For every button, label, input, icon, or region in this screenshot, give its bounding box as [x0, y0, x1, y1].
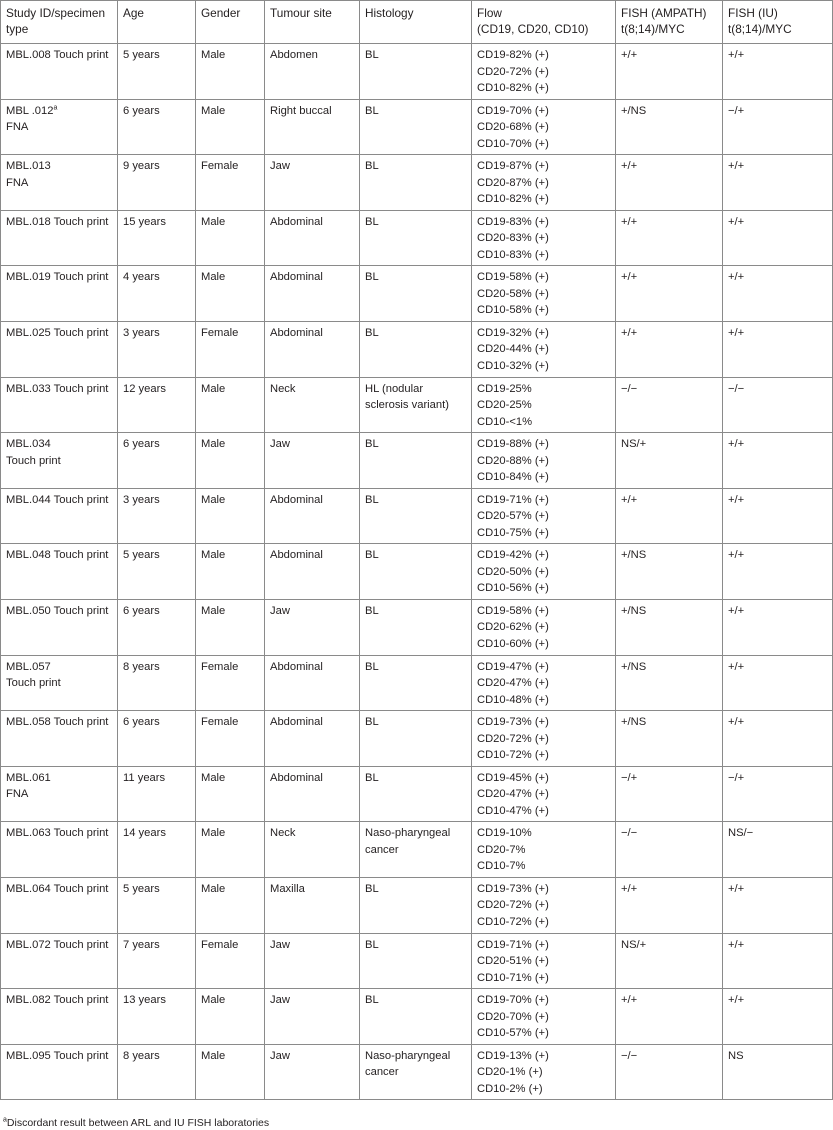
study-id: MBL.064 Touch print — [6, 882, 109, 895]
study-id: MBL.013 — [6, 160, 51, 173]
cell-gender: Female — [196, 155, 265, 211]
cell-age: 9 years — [118, 155, 196, 211]
table-row — [1, 210, 833, 266]
cell-age: 6 years — [118, 433, 196, 489]
cell-fish-iu: +/+ — [723, 488, 833, 544]
cell-site: Abdominal — [265, 766, 360, 822]
cell-flow — [472, 99, 616, 155]
study-id: MBL.061 — [6, 771, 51, 784]
flow-marker-value: CD10-7% — [477, 860, 526, 873]
specimen-type: Touch print — [6, 454, 61, 467]
histology-text: BL — [365, 438, 379, 451]
cell-histology — [360, 655, 472, 711]
cell-histology — [360, 933, 472, 989]
flow-marker-value: CD19-71% (+) — [477, 938, 549, 951]
cell-flow — [472, 488, 616, 544]
header-fish-iu — [723, 1, 833, 44]
cell-site: Jaw — [265, 989, 360, 1045]
cell-flow — [472, 155, 616, 211]
cell-histology — [360, 877, 472, 933]
cell-gender: Male — [196, 488, 265, 544]
cell-site: Jaw — [265, 433, 360, 489]
cell-flow — [472, 655, 616, 711]
study-id: MBL.025 Touch print — [6, 326, 109, 339]
cell-study — [1, 210, 118, 266]
flow-marker-value: CD20-83% (+) — [477, 232, 549, 245]
header-age: Age — [118, 1, 196, 44]
specimen-type: FNA — [6, 788, 29, 801]
flow-marker-value: CD20-68% (+) — [477, 121, 549, 134]
table-row — [1, 711, 833, 767]
flow-marker-value: CD20-72% (+) — [477, 732, 549, 745]
cell-gender: Male — [196, 599, 265, 655]
cell-study — [1, 655, 118, 711]
cell-study — [1, 544, 118, 600]
flow-marker-value: CD10-2% (+) — [477, 1082, 543, 1095]
histology-text: BL — [365, 882, 379, 895]
flow-marker-value: CD10-32% (+) — [477, 359, 549, 372]
cell-histology — [360, 377, 472, 433]
cell-study — [1, 155, 118, 211]
study-id: MBL.058 Touch print — [6, 716, 109, 729]
histology-text: BL — [365, 104, 379, 117]
cell-flow — [472, 989, 616, 1045]
table-row — [1, 933, 833, 989]
cell-age: 5 years — [118, 877, 196, 933]
histology-text: BL — [365, 938, 379, 951]
flow-marker-value: CD20-7% — [477, 843, 526, 856]
cell-histology — [360, 210, 472, 266]
cell-age: 7 years — [118, 933, 196, 989]
cell-fish-iu: +/+ — [723, 155, 833, 211]
flow-marker-value: CD10-82% (+) — [477, 82, 549, 94]
flow-marker-value: CD20-47% (+) — [477, 788, 549, 801]
table-row — [1, 989, 833, 1045]
study-id: MBL.044 Touch print — [6, 493, 109, 506]
histology-text: BL — [365, 994, 379, 1007]
study-id: MBL.063 Touch print — [6, 827, 109, 840]
flow-marker-value: CD19-47% (+) — [477, 660, 549, 673]
cell-site: Abdominal — [265, 544, 360, 600]
flow-marker-value: CD10-72% (+) — [477, 749, 549, 762]
cell-fish-iu: NS/− — [723, 822, 833, 878]
header-gender: Gender — [196, 1, 265, 44]
table-row — [1, 377, 833, 433]
cell-age: 6 years — [118, 599, 196, 655]
flow-marker-value: CD20-62% (+) — [477, 621, 549, 634]
cell-age: 6 years — [118, 99, 196, 155]
cell-fish-ampath: +/NS — [616, 599, 723, 655]
cell-fish-ampath: +/+ — [616, 44, 723, 100]
cell-gender: Male — [196, 266, 265, 322]
flow-marker-value: CD10-60% (+) — [477, 637, 549, 650]
flow-marker-value: CD10-56% (+) — [477, 582, 549, 595]
study-id: MBL.057 — [6, 660, 51, 673]
study-id: MBL.050 Touch print — [6, 604, 109, 617]
header-fish-ampath-title: FISH (AMPATH) — [621, 6, 707, 20]
cell-fish-ampath: +/+ — [616, 877, 723, 933]
study-id: MBL.095 Touch print — [6, 1049, 109, 1062]
histology-text: Naso-pharyngeal cancer — [365, 1049, 451, 1079]
footnote-text: Discordant result between ARL and IU FISH laboratories — [6, 1117, 270, 1129]
study-footnote-marker: a — [53, 103, 58, 111]
table-row — [1, 599, 833, 655]
cell-study — [1, 989, 118, 1045]
histology-text: BL — [365, 660, 379, 673]
cell-site: Jaw — [265, 155, 360, 211]
cell-fish-iu: +/+ — [723, 655, 833, 711]
table-header-row — [1, 1, 833, 44]
histology-text: BL — [365, 271, 379, 284]
flow-marker-value: CD20-47% (+) — [477, 677, 549, 690]
cell-study — [1, 321, 118, 377]
cell-gender: Male — [196, 99, 265, 155]
study-id: MBL.048 Touch print — [6, 549, 109, 562]
flow-marker-value: CD20-25% — [477, 399, 532, 412]
flow-marker-value: CD10-72% (+) — [477, 915, 549, 928]
table-row — [1, 99, 833, 155]
cell-histology — [360, 766, 472, 822]
cell-fish-ampath: NS/+ — [616, 933, 723, 989]
flow-marker-value: CD10-70% (+) — [477, 137, 549, 150]
cell-histology — [360, 266, 472, 322]
cell-fish-iu: +/+ — [723, 321, 833, 377]
cell-fish-ampath: −/− — [616, 822, 723, 878]
cell-fish-ampath: +/+ — [616, 321, 723, 377]
cell-fish-iu: +/+ — [723, 711, 833, 767]
cell-flow — [472, 544, 616, 600]
cell-study — [1, 99, 118, 155]
header-fish-ampath-sub: t(8;14)/MYC — [621, 22, 685, 36]
cell-fish-iu: +/+ — [723, 433, 833, 489]
flow-marker-value: CD10-83% (+) — [477, 248, 549, 261]
cell-age: 3 years — [118, 488, 196, 544]
histology-text: Naso-pharyngeal cancer — [365, 827, 451, 856]
flow-marker-value: CD19-88% (+) — [477, 438, 549, 451]
cell-site: Neck — [265, 822, 360, 878]
cell-age: 6 years — [118, 711, 196, 767]
cell-gender: Male — [196, 766, 265, 822]
table-row — [1, 877, 833, 933]
study-id: MBL.034 — [6, 438, 51, 451]
specimen-type: FNA — [6, 176, 29, 189]
cell-histology — [360, 711, 472, 767]
cell-fish-iu: +/+ — [723, 989, 833, 1045]
cell-age: 11 years — [118, 766, 196, 822]
flow-marker-value: CD19-70% (+) — [477, 104, 549, 117]
header-histology: Histology — [360, 1, 472, 44]
flow-marker-value: CD10-<1% — [477, 415, 533, 428]
cell-age: 8 years — [118, 655, 196, 711]
cell-gender: Male — [196, 989, 265, 1045]
cell-fish-ampath: −/− — [616, 1044, 723, 1100]
flow-marker-value: CD10-82% (+) — [477, 193, 549, 206]
cell-gender: Male — [196, 877, 265, 933]
flow-marker-value: CD19-71% (+) — [477, 493, 549, 506]
cell-fish-ampath: −/− — [616, 377, 723, 433]
cell-fish-ampath: +/+ — [616, 488, 723, 544]
cell-gender: Male — [196, 822, 265, 878]
cell-fish-ampath: +/+ — [616, 155, 723, 211]
cell-study — [1, 1044, 118, 1100]
study-id: MBL.019 Touch print — [6, 271, 109, 284]
cell-age: 4 years — [118, 266, 196, 322]
table-row — [1, 1044, 833, 1100]
flow-marker-value: CD19-73% (+) — [477, 882, 549, 895]
cell-gender: Male — [196, 44, 265, 100]
histology-text: BL — [365, 716, 379, 729]
cell-site: Abdomen — [265, 44, 360, 100]
cell-study — [1, 599, 118, 655]
cell-fish-iu: +/+ — [723, 544, 833, 600]
flow-marker-value: CD19-82% (+) — [477, 49, 549, 61]
cell-fish-iu: NS — [723, 1044, 833, 1100]
cell-fish-iu: +/+ — [723, 44, 833, 100]
study-id: MBL.072 Touch print — [6, 938, 109, 951]
histology-text: BL — [365, 771, 379, 784]
cell-study — [1, 433, 118, 489]
flow-marker-value: CD19-45% (+) — [477, 771, 549, 784]
cell-study — [1, 266, 118, 322]
flow-marker-value: CD19-32% (+) — [477, 326, 549, 339]
cell-fish-ampath: −/+ — [616, 766, 723, 822]
flow-marker-value: CD20-72% (+) — [477, 65, 549, 78]
cell-histology — [360, 433, 472, 489]
flow-marker-value: CD20-1% (+) — [477, 1066, 543, 1079]
specimen-type: FNA — [6, 121, 29, 134]
cell-study — [1, 488, 118, 544]
cell-fish-ampath: +/NS — [616, 655, 723, 711]
cell-fish-ampath: +/+ — [616, 210, 723, 266]
cell-fish-iu: −/− — [723, 377, 833, 433]
flow-marker-value: CD20-57% (+) — [477, 510, 549, 523]
cell-gender: Male — [196, 433, 265, 489]
flow-marker-value: CD19-10% — [477, 827, 532, 840]
flow-marker-value: CD19-87% (+) — [477, 160, 549, 173]
cell-fish-ampath: +/+ — [616, 266, 723, 322]
cell-site: Neck — [265, 377, 360, 433]
study-id: MBL.033 Touch print — [6, 382, 109, 395]
cell-gender: Male — [196, 210, 265, 266]
flow-marker-value: CD19-70% (+) — [477, 994, 549, 1007]
flow-marker-value: CD20-87% (+) — [477, 176, 549, 189]
cell-study — [1, 44, 118, 100]
flow-marker-value: CD19-83% (+) — [477, 215, 549, 228]
histology-text: HL (nodular sclerosis variant) — [365, 382, 449, 412]
flow-marker-value: CD19-73% (+) — [477, 716, 549, 729]
cell-fish-iu: +/+ — [723, 877, 833, 933]
cell-flow — [472, 433, 616, 489]
study-id: MBL.018 Touch print — [6, 215, 109, 228]
flow-marker-value: CD20-88% (+) — [477, 454, 549, 467]
cell-fish-ampath: +/NS — [616, 99, 723, 155]
cell-histology — [360, 488, 472, 544]
table-row — [1, 655, 833, 711]
cell-age: 3 years — [118, 321, 196, 377]
histology-text: BL — [365, 160, 379, 173]
flow-marker-value: CD10-47% (+) — [477, 804, 549, 817]
cell-study — [1, 933, 118, 989]
cell-flow — [472, 766, 616, 822]
flow-marker-value: CD20-72% (+) — [477, 899, 549, 912]
flow-marker-value: CD10-84% (+) — [477, 471, 549, 484]
cell-study — [1, 877, 118, 933]
table-row — [1, 266, 833, 322]
cell-site: Abdominal — [265, 321, 360, 377]
specimen-type: Touch print — [6, 677, 61, 690]
cell-histology — [360, 44, 472, 100]
flow-marker-value: CD19-58% (+) — [477, 271, 549, 284]
cell-age: 13 years — [118, 989, 196, 1045]
cell-histology — [360, 99, 472, 155]
cell-study — [1, 711, 118, 767]
cell-fish-ampath: NS/+ — [616, 433, 723, 489]
cell-fish-ampath: +/NS — [616, 711, 723, 767]
study-id: MBL.082 Touch print — [6, 994, 109, 1007]
cell-histology — [360, 321, 472, 377]
histology-text: BL — [365, 326, 379, 339]
cell-histology — [360, 989, 472, 1045]
cell-age: 15 years — [118, 210, 196, 266]
flow-marker-value: CD19-58% (+) — [477, 604, 549, 617]
table-row — [1, 766, 833, 822]
table-body — [1, 44, 833, 1100]
cell-flow — [472, 1044, 616, 1100]
cell-flow — [472, 877, 616, 933]
cell-gender: Male — [196, 1044, 265, 1100]
histology-text: BL — [365, 604, 379, 617]
table-row — [1, 822, 833, 878]
cell-flow — [472, 933, 616, 989]
flow-marker-value: CD19-42% (+) — [477, 549, 549, 562]
table-row — [1, 488, 833, 544]
cell-site: Jaw — [265, 933, 360, 989]
histology-text: BL — [365, 215, 379, 228]
cell-flow — [472, 44, 616, 100]
cell-histology — [360, 1044, 472, 1100]
cell-gender: Female — [196, 655, 265, 711]
table-row — [1, 44, 833, 100]
cell-age: 14 years — [118, 822, 196, 878]
cell-flow — [472, 711, 616, 767]
cell-age: 5 years — [118, 544, 196, 600]
cell-fish-iu: +/+ — [723, 210, 833, 266]
cell-flow — [472, 822, 616, 878]
flow-marker-value: CD20-70% (+) — [477, 1010, 549, 1023]
cell-study — [1, 377, 118, 433]
cell-fish-iu: +/+ — [723, 266, 833, 322]
header-flow — [472, 1, 616, 44]
cell-site: Jaw — [265, 599, 360, 655]
flow-marker-value: CD10-57% (+) — [477, 1027, 549, 1040]
header-fish-iu-title: FISH (IU) — [728, 6, 778, 20]
cell-fish-iu: +/+ — [723, 599, 833, 655]
header-flow-title: Flow — [477, 6, 502, 20]
flow-marker-value: CD19-25% — [477, 382, 532, 395]
cell-flow — [472, 321, 616, 377]
cell-flow — [472, 210, 616, 266]
cell-gender: Male — [196, 544, 265, 600]
cell-histology — [360, 822, 472, 878]
histology-text: BL — [365, 49, 379, 61]
cell-flow — [472, 377, 616, 433]
flow-marker-value: CD10-71% (+) — [477, 971, 549, 984]
footnote-marker: a — [3, 1116, 7, 1124]
histology-text: BL — [365, 493, 379, 506]
cell-histology — [360, 599, 472, 655]
cell-flow — [472, 599, 616, 655]
cell-study — [1, 766, 118, 822]
header-site: Tumour site — [265, 1, 360, 44]
flow-marker-value: CD20-58% (+) — [477, 287, 549, 300]
flow-marker-value: CD20-44% (+) — [477, 343, 549, 356]
cell-age: 5 years — [118, 44, 196, 100]
cell-site: Maxilla — [265, 877, 360, 933]
flow-marker-value: CD10-48% (+) — [477, 693, 549, 706]
cell-site: Right buccal — [265, 99, 360, 155]
cell-flow — [472, 266, 616, 322]
table-row — [1, 155, 833, 211]
flow-marker-value: CD20-50% (+) — [477, 565, 549, 578]
cell-fish-iu: −/+ — [723, 766, 833, 822]
study-id: MBL .012 — [6, 104, 54, 117]
table-row — [1, 433, 833, 489]
histology-text: BL — [365, 549, 379, 562]
flow-marker-value: CD19-13% (+) — [477, 1049, 549, 1062]
cell-site: Abdominal — [265, 488, 360, 544]
cell-fish-iu: −/+ — [723, 99, 833, 155]
cell-study — [1, 822, 118, 878]
cell-gender: Female — [196, 711, 265, 767]
header-fish-iu-sub: t(8;14)/MYC — [728, 22, 792, 36]
cell-age: 12 years — [118, 377, 196, 433]
cell-gender: Female — [196, 321, 265, 377]
header-flow-sub: (CD19, CD20, CD10) — [477, 22, 589, 36]
cell-site: Jaw — [265, 1044, 360, 1100]
table-row — [1, 321, 833, 377]
cell-gender: Female — [196, 933, 265, 989]
flow-marker-value: CD10-75% (+) — [477, 526, 549, 539]
header-fish-ampath — [616, 1, 723, 44]
table-row — [1, 544, 833, 600]
cell-histology — [360, 155, 472, 211]
header-study: Study ID/specimen type — [1, 1, 118, 44]
cell-site: Abdominal — [265, 655, 360, 711]
cell-histology — [360, 544, 472, 600]
cell-fish-ampath: +/NS — [616, 544, 723, 600]
study-id: MBL.008 Touch print — [6, 49, 109, 61]
footnote — [3, 1117, 269, 1130]
cell-site: Abdominal — [265, 210, 360, 266]
cell-site: Abdominal — [265, 711, 360, 767]
cell-age: 8 years — [118, 1044, 196, 1100]
cell-site: Abdominal — [265, 266, 360, 322]
cell-fish-iu: +/+ — [723, 933, 833, 989]
cell-fish-ampath: +/+ — [616, 989, 723, 1045]
cell-gender: Male — [196, 377, 265, 433]
flow-marker-value: CD20-51% (+) — [477, 955, 549, 967]
flow-marker-value: CD10-58% (+) — [477, 304, 549, 317]
